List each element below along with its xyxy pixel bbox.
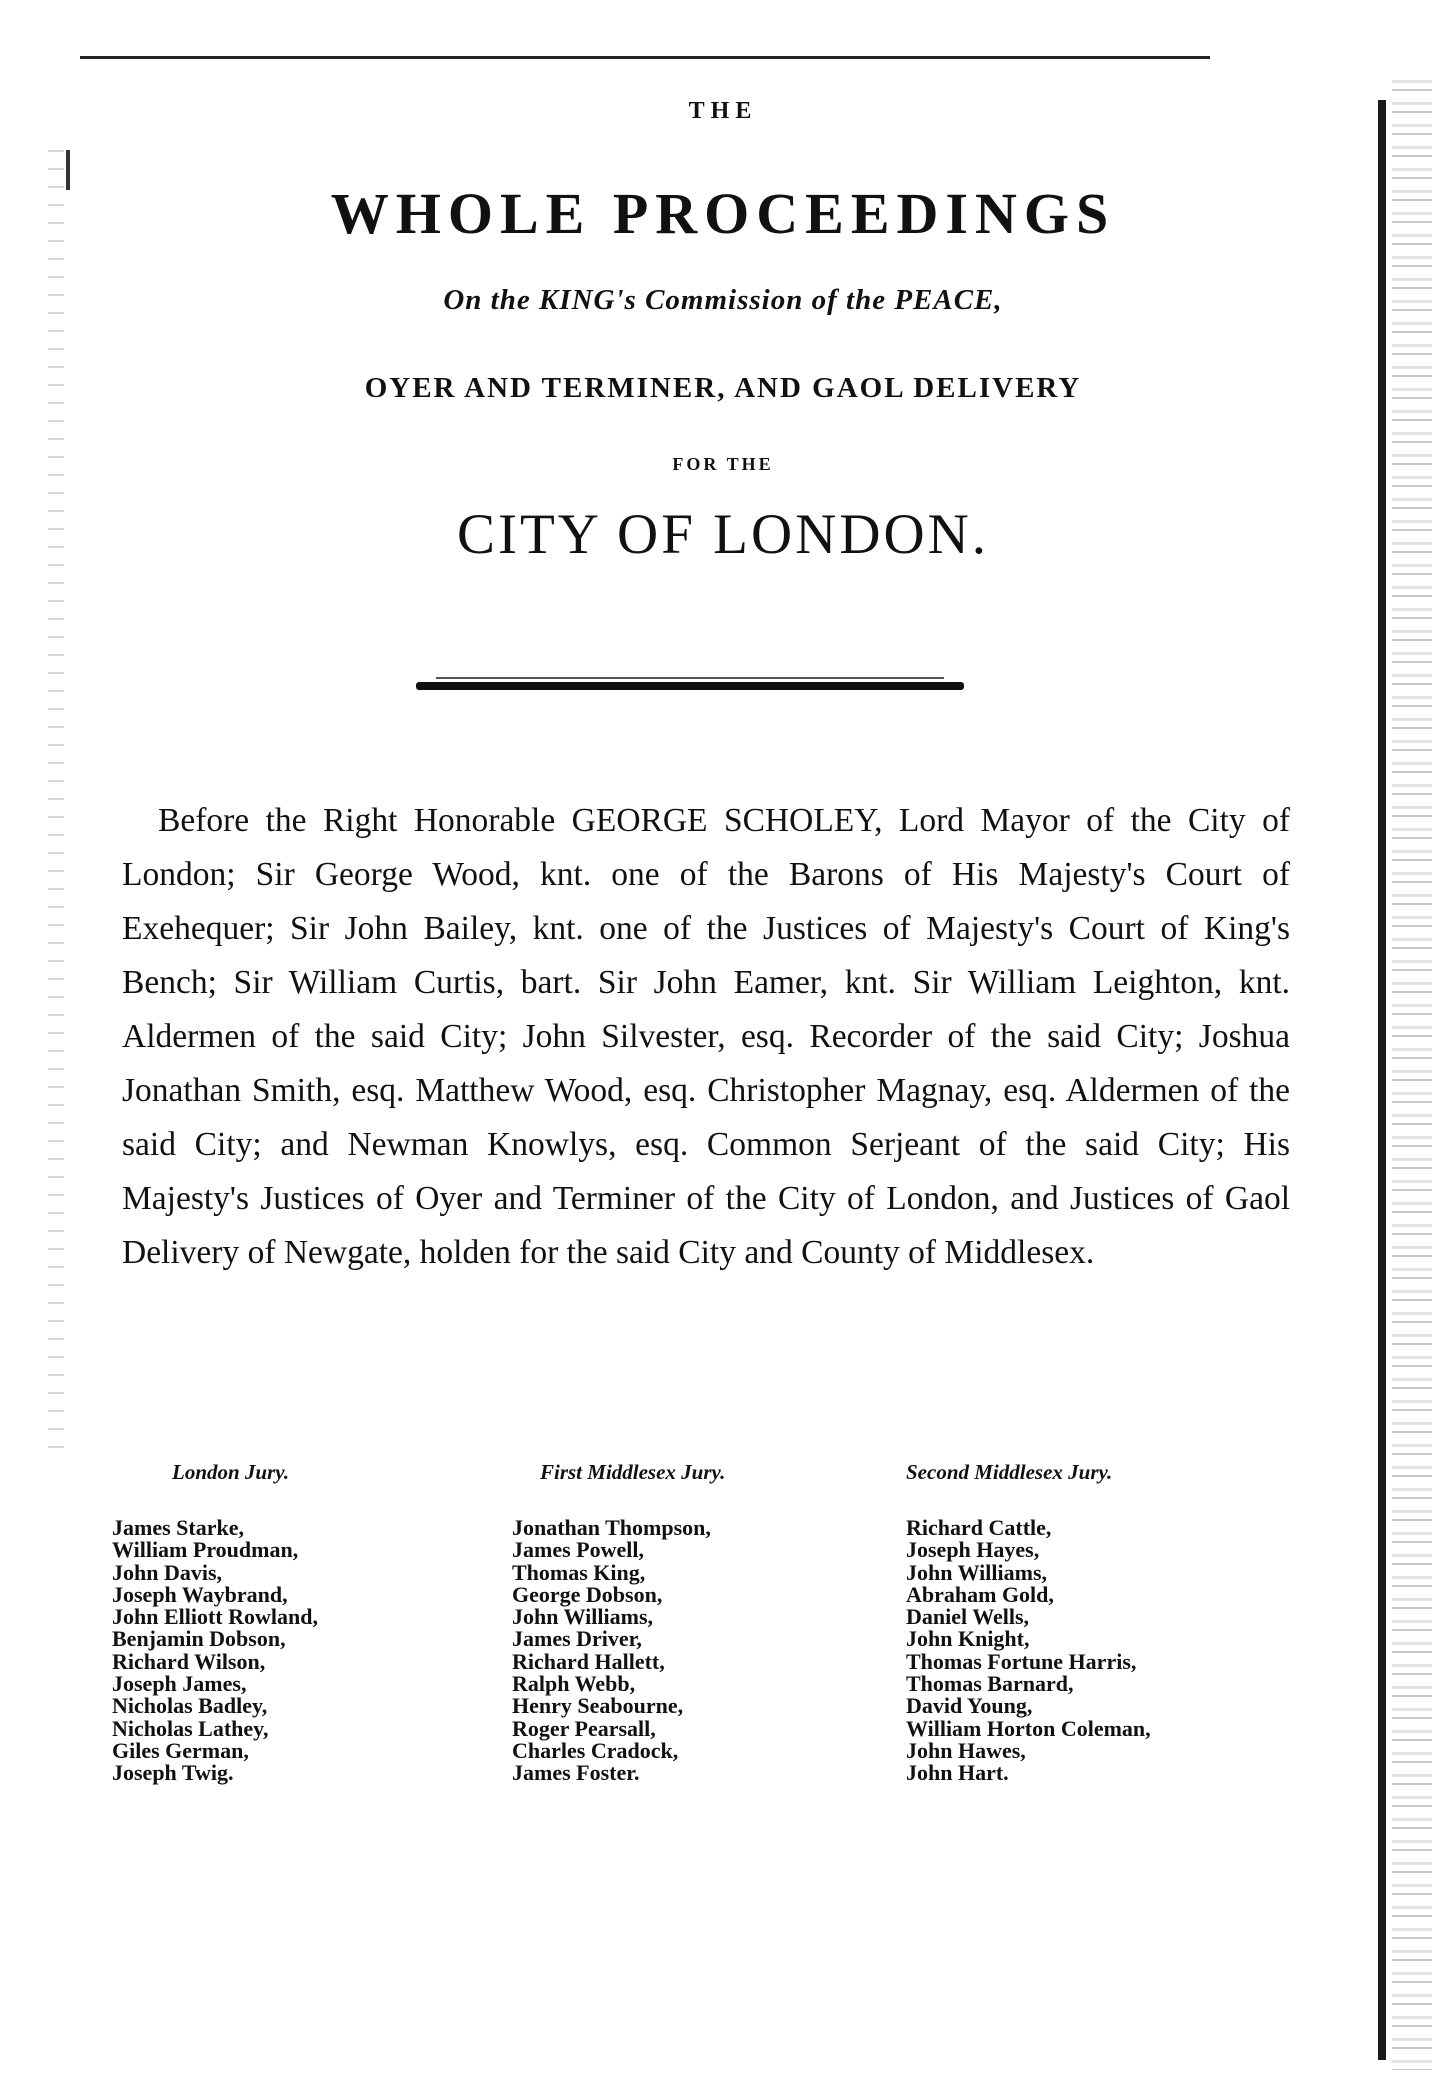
jury-member: Roger Pearsall, xyxy=(512,1715,656,1741)
divider-rule xyxy=(416,682,964,690)
jury-member: James Powell, xyxy=(512,1537,644,1563)
jury-member: James Starke, xyxy=(112,1515,244,1540)
jury-member: Richard Hallett, xyxy=(512,1648,665,1674)
jury-member: Joseph Twig. xyxy=(112,1760,234,1786)
jury-member: John Elliott Rowland, xyxy=(112,1604,318,1630)
jury-column-second-middlesex xyxy=(906,1460,1151,1785)
jury-member: John Williams, xyxy=(906,1559,1048,1585)
jury-member: Jonathan Thompson, xyxy=(512,1515,711,1540)
jury-member-list xyxy=(112,1517,318,1785)
heading-oyer: OYER AND TERMINER, AND GAOL DELIVERY xyxy=(364,372,1082,404)
jury-member: Nicholas Lathey, xyxy=(112,1715,269,1741)
court-paragraph: Before the Right Honorable GEORGE SCHOLEY, Lord Mayor of the City of London; Sir George Wood, knt. one of the Barons of His Majesty's Court of Exehequer; Sir John Bailey, knt. one of the Justices of Majesty's Court of King's Bench; Sir William Curtis, bart. Sir John Eamer, knt. Sir William Leighton, knt. Aldermen of the said City; John Silvester, esq. Recorder of the said City; Joshua Jonathan Smith, esq. Matthew Wood, esq. Christopher Magnay, esq. Aldermen of the said City; and Newman Knowlys, esq. Common Serjeant of the said City; His Majesty's Justices of Oyer and Terminer of the City of London, and Justices of Gaol Delivery of Newgate, holden for the said City and County of Middlesex. xyxy=(122,801,1290,1271)
jury-member: James Driver, xyxy=(512,1626,642,1652)
jury-member: Thomas Fortune Harris, xyxy=(906,1648,1137,1674)
jury-member: Joseph Waybrand, xyxy=(112,1581,288,1607)
divider-thin xyxy=(436,677,944,679)
top-border-rule xyxy=(80,56,1210,59)
jury-title: Second Middlesex Jury. xyxy=(906,1460,1113,1484)
heading-title: WHOLE PROCEEDINGS xyxy=(330,181,1116,246)
jury-member: Thomas King, xyxy=(512,1559,646,1585)
jury-member: Charles Cradock, xyxy=(512,1737,679,1763)
jury-member: William Proudman, xyxy=(112,1537,299,1563)
jury-member: John Hawes, xyxy=(906,1737,1026,1763)
jury-member: John Williams, xyxy=(512,1604,654,1630)
jury-member-list xyxy=(906,1517,1151,1785)
jury-title: London Jury. xyxy=(172,1460,290,1484)
jury-member: John Hart. xyxy=(906,1760,1009,1786)
jury-member: Richard Wilson, xyxy=(112,1648,266,1674)
jury-member: Benjamin Dobson, xyxy=(112,1626,286,1652)
jury-member: Richard Cattle, xyxy=(906,1515,1052,1540)
jury-member: Giles German, xyxy=(112,1737,249,1763)
jury-member: Abraham Gold, xyxy=(906,1581,1054,1607)
jury-member: George Dobson, xyxy=(512,1581,663,1607)
jury-member: Nicholas Badley, xyxy=(112,1693,268,1719)
jury-member: Thomas Barnard, xyxy=(906,1671,1074,1697)
jury-member-list xyxy=(512,1517,725,1785)
jury-member: David Young, xyxy=(906,1693,1033,1719)
jury-member: Henry Seabourne, xyxy=(512,1693,684,1719)
jury-member: Joseph Hayes, xyxy=(906,1537,1040,1563)
jury-member: Ralph Webb, xyxy=(512,1671,636,1697)
heading-for-the: FOR THE xyxy=(672,454,774,474)
left-edge-artifact xyxy=(48,150,64,1450)
jury-member: William Horton Coleman, xyxy=(906,1715,1151,1741)
jury-column-first-middlesex xyxy=(512,1460,725,1785)
jury-title: First Middlesex Jury. xyxy=(540,1460,726,1484)
jury-member: Daniel Wells, xyxy=(906,1604,1030,1630)
heading-commission: On the KING's Commission of the PEACE, xyxy=(443,284,1003,316)
jury-member: James Foster. xyxy=(512,1760,640,1786)
jury-column-london xyxy=(112,1460,318,1785)
heading-the: THE xyxy=(688,98,758,124)
jury-member: John Knight, xyxy=(906,1626,1030,1652)
heading-city: CITY OF LONDON. xyxy=(456,503,990,566)
jury-member: Joseph James, xyxy=(112,1671,247,1697)
jury-member: John Davis, xyxy=(112,1559,223,1585)
